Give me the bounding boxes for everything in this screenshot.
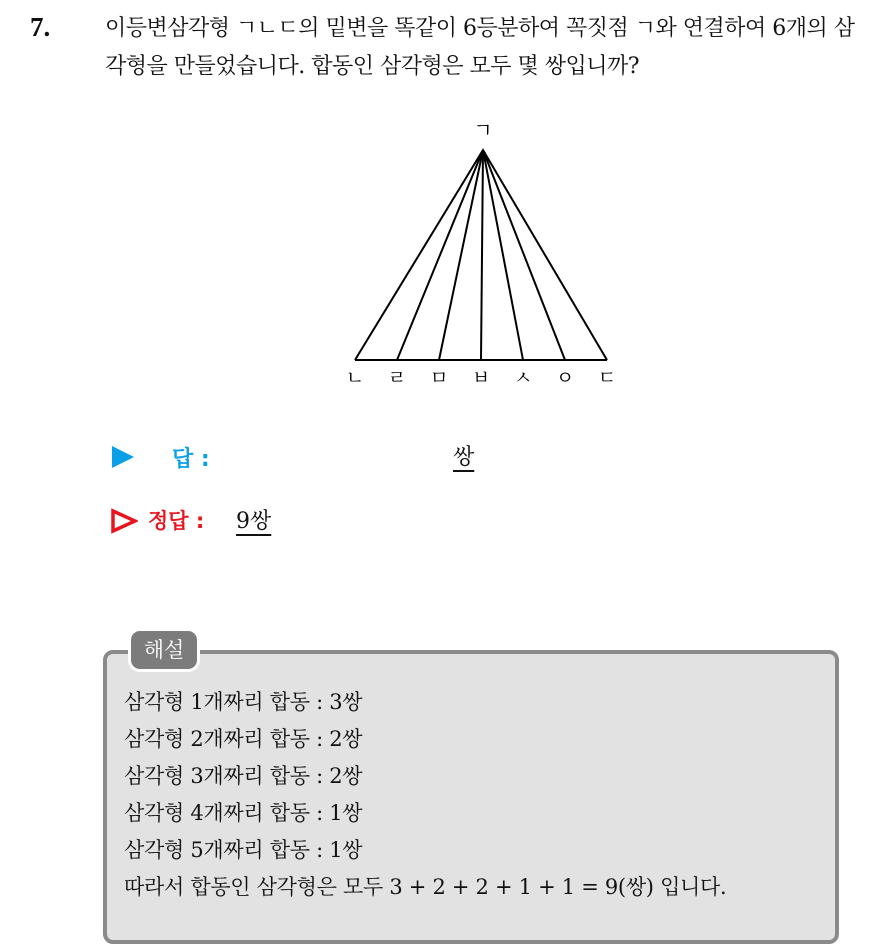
problem-number: 7.: [30, 12, 51, 42]
explanation-line: 삼각형 2개짜리 합동 : 2쌍: [124, 727, 363, 751]
explanation-line: 삼각형 4개짜리 합동 : 1쌍: [124, 801, 363, 825]
answer-unit[interactable]: 쌍: [453, 445, 475, 470]
apex-label: ㄱ: [473, 118, 493, 142]
triangle-diagram: [330, 115, 630, 395]
explanation-lines: [124, 684, 726, 906]
division-line: [483, 150, 523, 360]
division-line: [397, 150, 483, 360]
correct-answer-label: 정답 :: [148, 509, 205, 533]
base-point-label: ㅁ: [429, 367, 449, 389]
base-point-label: ㄴ: [345, 367, 365, 389]
answer-label: 답 :: [172, 447, 210, 472]
apex-marker: [478, 148, 488, 159]
base-point-label: ㅂ: [471, 367, 491, 389]
explanation-title: 해설: [128, 628, 200, 672]
explanation-line: 삼각형 5개짜리 합동 : 1쌍: [124, 838, 363, 862]
triangle-side: [355, 150, 483, 360]
problem-text: 이등변삼각형 ㄱㄴㄷ의 밑변을 똑같이 6등분하여 꼭짓점 ㄱ와 연결하여 6개의 삼각형을 만들었습니다. 합동인 삼각형은 모두 몇 쌍입니까?: [105, 16, 855, 79]
division-line: [481, 150, 483, 360]
correct-answer-value: 9쌍: [236, 509, 272, 534]
answer-row: [108, 440, 608, 480]
play-arrow-icon: [110, 444, 136, 470]
base-point-label: ㄷ: [597, 367, 617, 389]
explanation-line: 따라서 합동인 삼각형은 모두 3 + 2 + 2 + 1 + 1 = 9(쌍) 입니다.: [124, 875, 727, 899]
base-point-label: ㅅ: [513, 367, 533, 389]
triangle-lines: [355, 150, 607, 360]
correct-answer-row: [108, 500, 608, 540]
explanation-line: 삼각형 1개짜리 합동 : 3쌍: [124, 690, 363, 714]
division-line: [483, 150, 565, 360]
base-labels: [346, 367, 616, 389]
triangle-figure: [330, 115, 630, 395]
division-line: [439, 150, 483, 360]
outline-arrow-icon: [110, 508, 138, 534]
base-point-label: ㄹ: [387, 367, 407, 389]
explanation-line: 삼각형 3개짜리 합동 : 2쌍: [124, 764, 363, 788]
base-point-label: ㅇ: [555, 367, 575, 389]
triangle-side: [483, 150, 607, 360]
